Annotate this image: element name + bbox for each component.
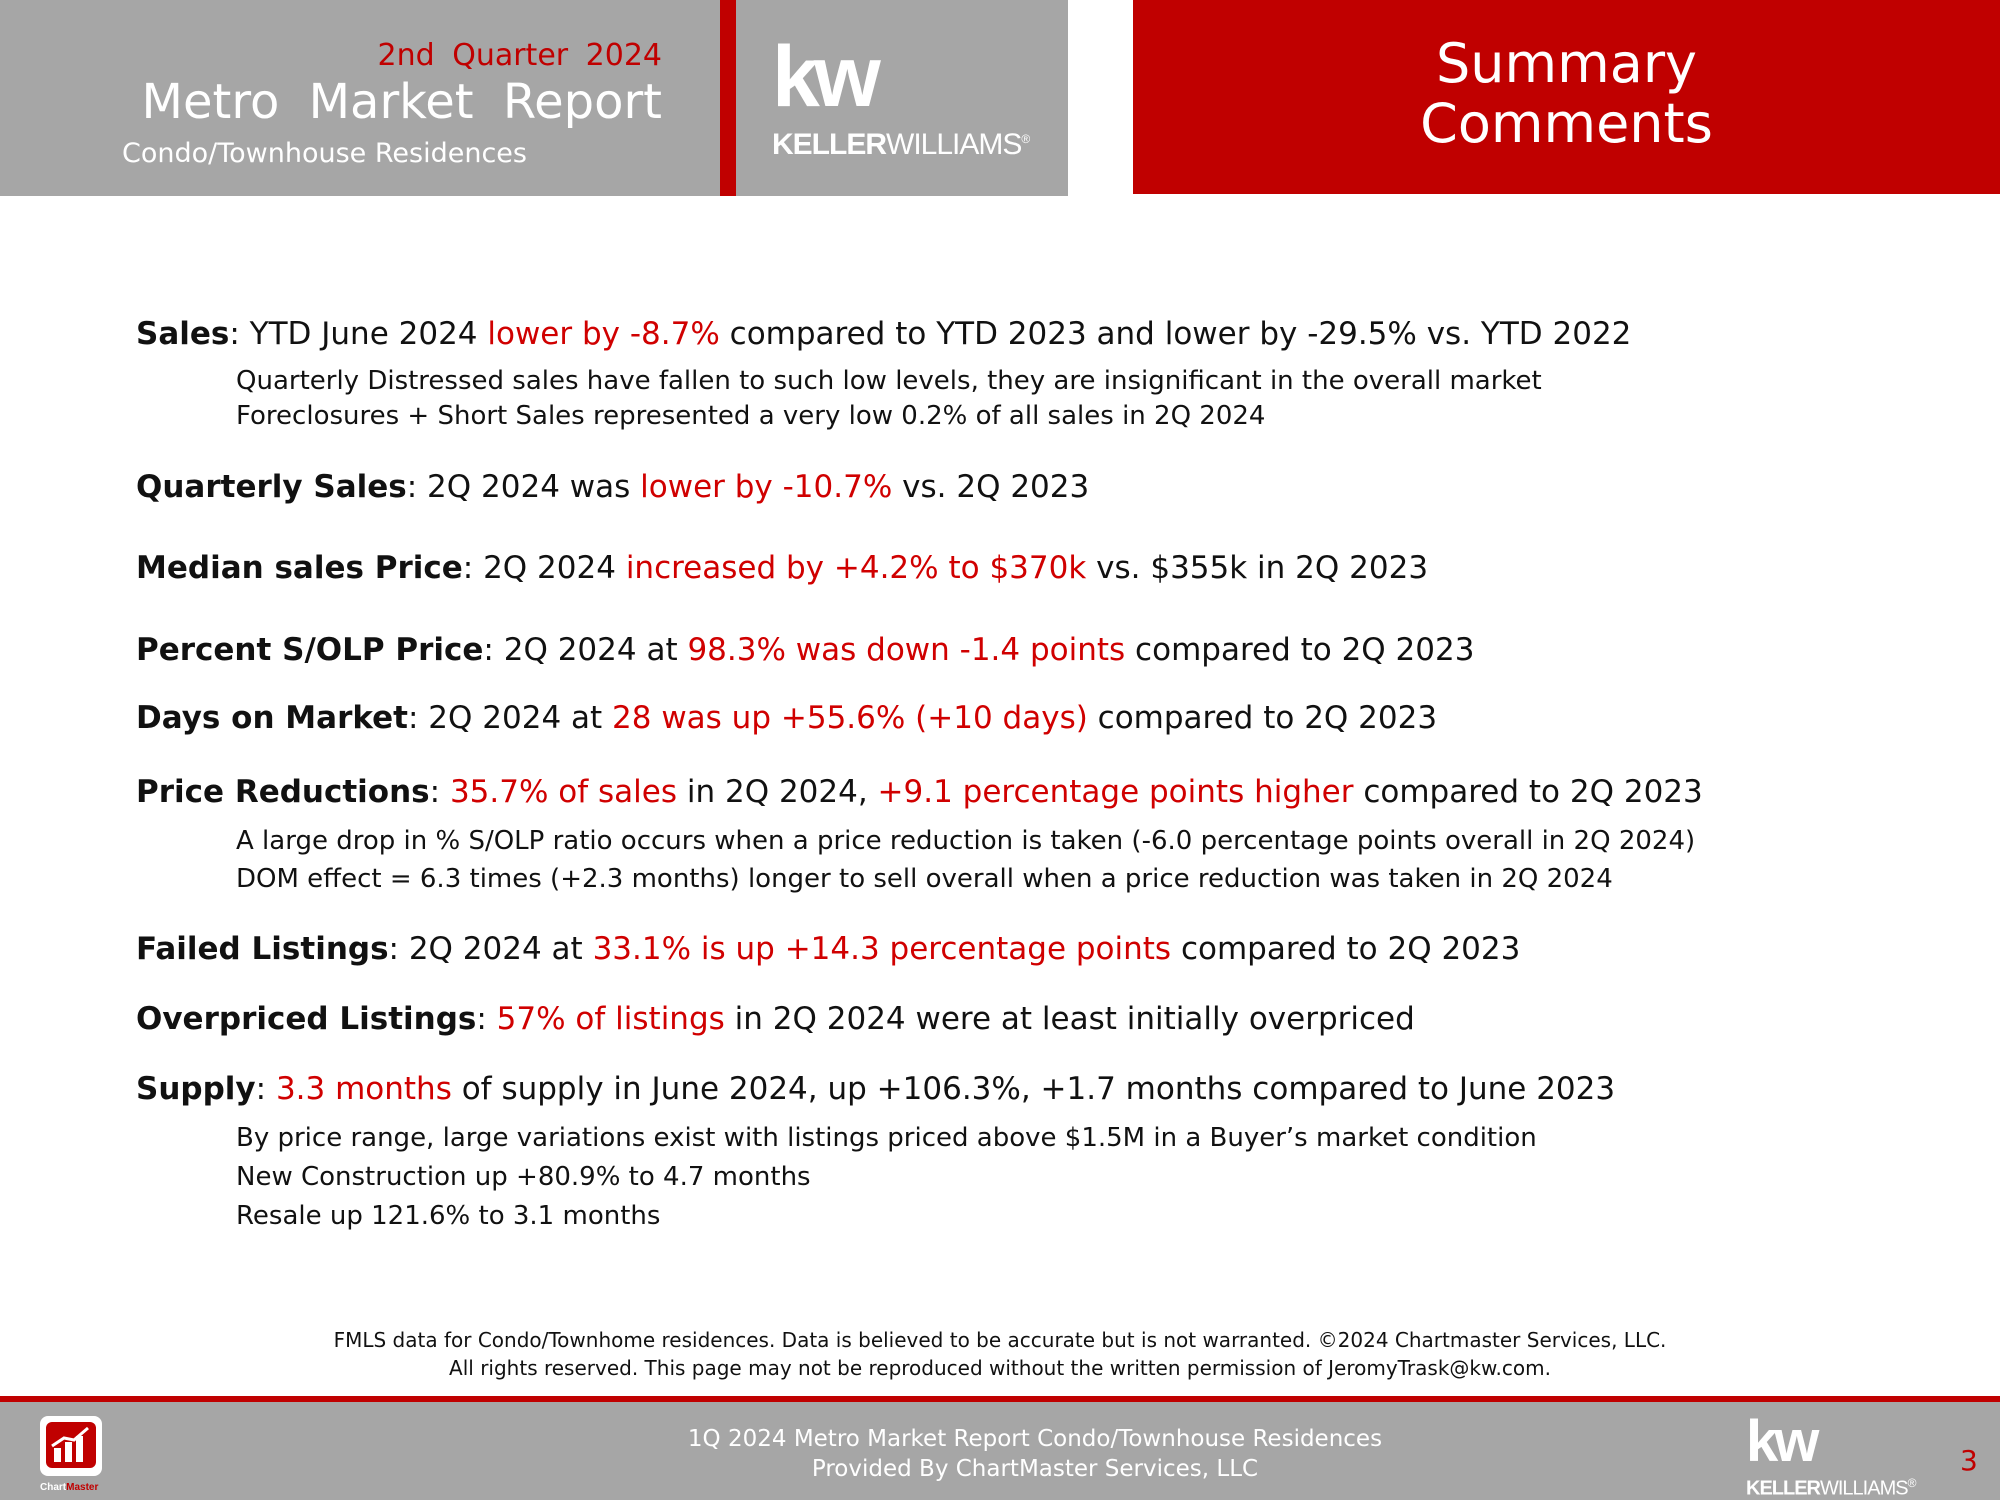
comment-sales: Sales: YTD June 2024 lower by -8.7% compared to YTD 2023 and lower by -29.5% vs. YTD 2022 [136, 316, 1632, 352]
comment-supply-note: By price range, large variations exist with listings priced above $1.5M in a Buyer’s market condition [236, 1123, 1537, 1153]
report-quarter: 2nd Quarter 2024 [377, 38, 662, 73]
kw-logo-icon [772, 29, 1030, 162]
comment-supply-note: Resale up 121.6% to 3.1 months [236, 1201, 661, 1231]
comment-failed-listings: Failed Listings: 2Q 2024 at 33.1% is up +14.3 percentage points compared to 2Q 2023 [136, 931, 1521, 967]
report-title: Metro Market Report [141, 74, 662, 130]
chartmaster-label: ChartMaster [40, 1482, 99, 1493]
section-title: Summary Comments [1420, 32, 1713, 155]
report-subtitle: Condo/Townhouse Residences [122, 138, 527, 169]
footer-text [0, 1424, 2000, 1484]
page-number: 3 [1960, 1444, 1978, 1477]
comment-percent-solp: Percent S/OLP Price: 2Q 2024 at 98.3% was down -1.4 points compared to 2Q 2023 [136, 632, 1475, 668]
kw-logo-name: KELLERWILLIAMS® [1746, 1476, 1916, 1500]
comment-sales-note: Quarterly Distressed sales have fallen to such low levels, they are insignificant in the overall market [236, 366, 1542, 396]
kw-logo-mark: kw [1746, 1409, 1816, 1474]
kw-logo-mark: kw [772, 29, 875, 125]
footer-line: 1Q 2024 Metro Market Report Condo/Townhouse Residences [687, 1426, 1383, 1452]
comment-median-price: Median sales Price: 2Q 2024 increased by +4.2% to $370k vs. $355k in 2Q 2023 [136, 550, 1429, 586]
comment-sales-note: Foreclosures + Short Sales represented a very low 0.2% of all sales in 2Q 2024 [236, 401, 1266, 431]
comment-price-reductions: Price Reductions: 35.7% of sales in 2Q 2024, +9.1 percentage points higher compared to 2Q 2023 [136, 774, 1703, 810]
kw-logo-name: KELLERWILLIAMS® [772, 128, 1030, 161]
comment-overpriced-listings: Overpriced Listings: 57% of listings in 2Q 2024 were at least initially overpriced [136, 1001, 1415, 1037]
disclaimer-line: All rights reserved. This page may not be reproduced without the written permission of JeromyTrask@kw.com. [449, 1356, 1551, 1380]
comment-days-on-market: Days on Market: 2Q 2024 at 28 was up +55.6% (+10 days) compared to 2Q 2023 [136, 700, 1438, 736]
disclaimer [0, 1326, 2000, 1382]
kw-logo-icon [1746, 1409, 1916, 1501]
comment-quarterly-sales: Quarterly Sales: 2Q 2024 was lower by -10.7% vs. 2Q 2023 [136, 469, 1090, 505]
comment-price-reductions-note: A large drop in % S/OLP ratio occurs when a price reduction is taken (-6.0 percentage points overall in 2Q 2024) [236, 826, 1696, 856]
comment-supply-note: New Construction up +80.9% to 4.7 months [236, 1162, 811, 1192]
header-red-divider [720, 0, 736, 196]
comment-supply: Supply: 3.3 months of supply in June 2024, up +106.3%, +1.7 months compared to June 2023 [136, 1071, 1616, 1107]
footer-line: Provided By ChartMaster Services, LLC [811, 1456, 1259, 1482]
disclaimer-line: FMLS data for Condo/Townhome residences. Data is believed to be accurate but is not warranted. ©2024 Chartmaster Services, LLC. [333, 1328, 1667, 1352]
comment-price-reductions-note: DOM effect = 6.3 times (+2.3 months) longer to sell overall when a price reduction was taken in 2Q 2024 [236, 864, 1613, 894]
